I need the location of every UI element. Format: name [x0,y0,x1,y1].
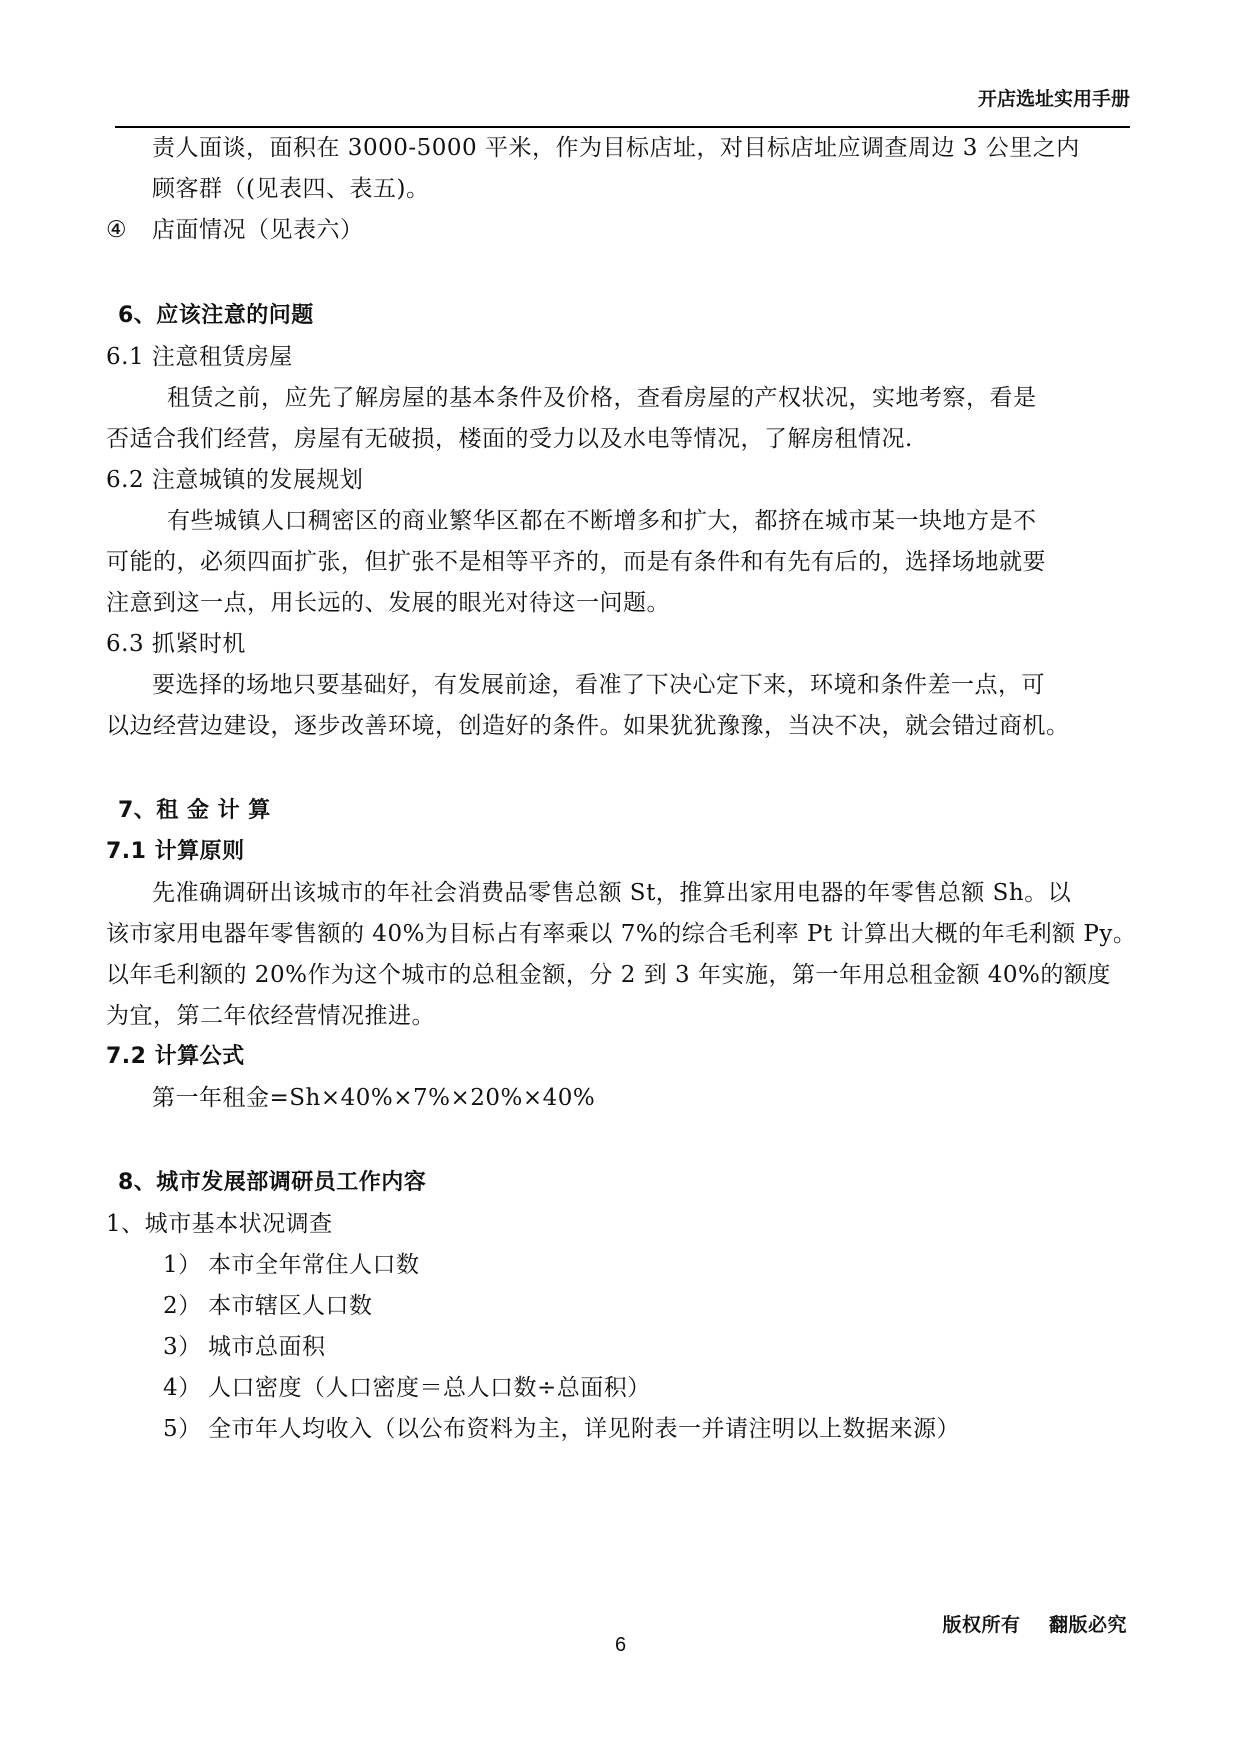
list-item: 店面情况（见表六） [152,217,364,243]
paragraph-line: 有些城镇人口稠密区的商业繁华区都在不断增多和扩大，都挤在城市某一块地方是不 [167,508,1037,534]
section-heading-6: 6、应该注意的问题 [118,303,314,328]
paragraph-line: 为宜，第二年依经营情况推进。 [106,1003,435,1029]
paragraph-line: 否适合我们经营，房屋有无破损，楼面的受力以及水电等情况，了解房租情况. [106,426,913,452]
list-number: 1） [163,1252,202,1278]
paragraph-line: 该市家用电器年零售额的 40%为目标占有率乘以 7%的综合毛利率 Pt 计算出大概的年毛利额 Py。 [106,921,1137,947]
list-number: 5） [163,1416,202,1442]
list-number: 4） [163,1375,202,1401]
subsection-heading-bold: 7.2 计算公式 [106,1044,245,1069]
list-item: 全市年人均收入（以公布资料为主，详见附表一并请注明以上数据来源） [208,1416,960,1442]
paragraph-line: 以边经营边建设，逐步改善环境，创造好的条件。如果犹犹豫豫，当决不决，就会错过商机。 [106,713,1070,739]
subsection-heading: 6.2 注意城镇的发展规划 [106,467,364,493]
paragraph-line: 责人面谈，面积在 3000-5000 平米，作为目标店址，对目标店址应调查周边 3 公里之内 [152,135,1080,161]
list-number: 3） [163,1334,202,1360]
list-item: 人口密度（人口密度＝总人口数÷总面积） [208,1375,651,1401]
paragraph-line: 要选择的场地只要基础好，有发展前途，看准了下决心定下来，环境和条件差一点，可 [152,672,1045,698]
list-item: 城市总面积 [208,1334,326,1360]
section-heading-8: 8、城市发展部调研员工作内容 [118,1170,427,1195]
formula: 第一年租金=Sh×40%×7%×20%×40% [152,1085,596,1111]
list-number: 2） [163,1293,202,1319]
subsection-heading-bold: 7.1 计算原则 [106,839,245,864]
paragraph-line: 顾客群（(见表四、表五)。 [152,176,430,202]
list-item: 本市辖区人口数 [208,1293,373,1319]
copyright-notice: 版权所有 翻版必究 [942,1614,1127,1636]
list-marker: ④ [106,217,128,243]
paragraph-line: 可能的，必须四面扩张，但扩张不是相等平齐的，而是有条件和有先有后的，选择场地就要 [106,549,1046,575]
paragraph-line: 以年毛利额的 20%作为这个城市的总租金额，分 2 到 3 年实施，第一年用总租金额 40%的额度 [106,962,1111,988]
paragraph-line: 租赁之前，应先了解房屋的基本条件及价格，查看房屋的产权状况，实地考察，看是 [167,385,1037,411]
paragraph-line: 注意到这一点，用长远的、发展的眼光对待这一问题。 [106,590,670,616]
section-heading-7-text: 7、租 金 计 算 [118,798,271,823]
page-header [115,78,1130,128]
subsection-heading: 6.1 注意租赁房屋 [106,344,293,370]
header-title: 开店选址实用手册 [977,88,1130,110]
paragraph-line: 先准确调研出该城市的年社会消费品零售总额 St，推算出家用电器的年零售总额 Sh。以 [152,880,1072,906]
subsection-heading: 6.3 抓紧时机 [106,631,246,657]
list-item: 本市全年常住人口数 [208,1252,420,1278]
subsection-heading: 1、城市基本状况调查 [106,1211,333,1237]
section-heading-7 [118,795,271,827]
page-number: 6 [614,1634,627,1656]
